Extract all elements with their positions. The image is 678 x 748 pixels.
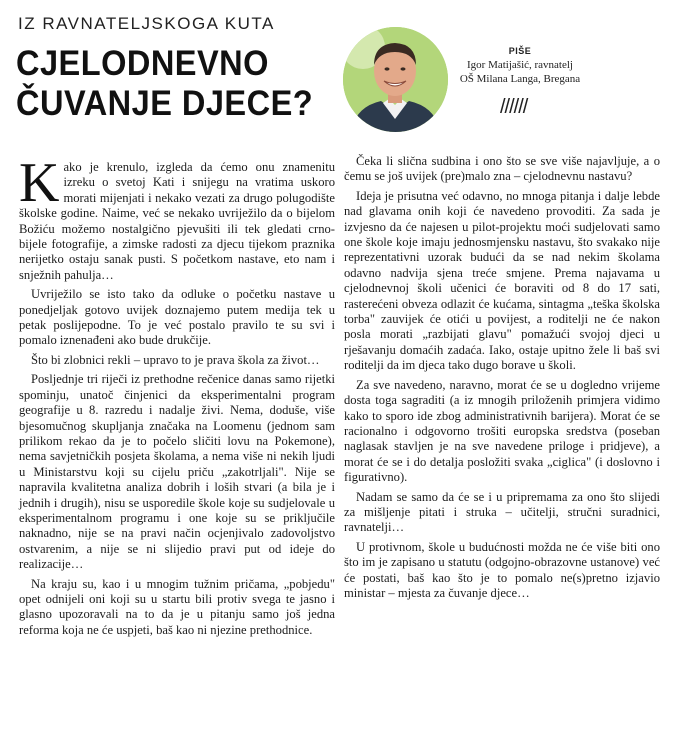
author-school: OŠ Milana Langa, Bregana — [459, 73, 581, 85]
title-line-2: ČUVANJE DJECE? — [16, 84, 314, 123]
paragraph: U protivnom, škole u budućnosti možda ne će više biti ono što im je zapisano u statutu (odgojno-obrazovne ustanove) već će postati, baš kao što je to pomalo ne(s)pretno izjavio ministar – mjesta za čuvanje djece… — [344, 539, 660, 600]
title-line-1: CJELODNEVNO — [16, 44, 269, 83]
author-label: PIŠE — [508, 46, 532, 56]
paragraph: Za sve navedeno, naravno, morat će se u dogledno vrijeme dosta toga sagraditi (a iz mnogih priloženih primjera vidimo kako to sporo ide zbog administrativnih barijera). Morat će se racionalno i odgovorno trošiti europska sredstva (poseban naglasak stavljen je na sve navedene priloge i pridjeve), a morat će se i do detalja posložiti svaka „ciglica" (i doslovno i figurativno). — [344, 377, 660, 485]
paragraph: Nadam se samo da će se i u pripremama za ono što slijedi za mišljenje pitati i struka – učitelji, stručni suradnici, ravnatelji… — [344, 489, 660, 535]
author-name: Igor Matijašić, ravnatelj — [467, 59, 573, 71]
paragraph — [19, 152, 335, 283]
paragraph: Što bi zlobnici rekli – upravo to je prava škola za život… — [31, 352, 320, 367]
article-column-left — [19, 152, 335, 642]
paragraph: Uvriježilo se isto tako da odluke o početku nastave u ponedjeljak gotovo uvijek doznajemo putem medija tek u petak poslijepodne. To je već postalo pravilo te su svi i pomalo iznenađeni ako bude drukčije. — [19, 287, 335, 348]
decorative-slashes: ////// — [500, 96, 528, 118]
article-column-right — [344, 154, 660, 605]
paragraph: Posljednje tri riječi iz prethodne rečenice danas samo rijetki spominju, unatoč činjenici da eksperimentalni program geografije u 8. razredu i nadalje živi. Nema, doduše, više bjesomučnog skupljanja značaka na Loomenu (jednom sam prilikom rekao da je to počelo sličiti lovu na Pokemone), nema savjetničkih posjeta školama, a nema više ni nekih ljudi u Ministarstvu koji su cijelu priču „zakotrljali". Nije se napravila kvalitetna analiza dobrih i loših stvari (a bila je i jednih i drugih), nisu se usporedile škole koje su sudjelovale u eksperimentalnom programu i one koje su se priključile naknadno, nije se na pravi način ocjenjivalo zadovoljstvo ostvarenim, a nije se ni slijedio pravi put od ideje do realizacije… — [19, 372, 335, 572]
article-title — [16, 44, 313, 124]
section-kicker: IZ RAVNATELJSKOGA KUTA — [18, 14, 275, 33]
paragraph-text: ako je krenulo, izgleda da ćemo onu znamenitu izreku o svetoj Kati i snijegu na vratima uskoro morati mijenjati i nekako vezati za drugo polugodište školske godine. Naime, već se nekako uvriježilo da o bijelom Božiću možemo nostalgično pjevušiti ili tek gledati crno-bijele fotografije, a zimske radosti za djecu tijekom praznika nerijetko ostaju sanak pusti. S početkom nastave, eto nam i snježnih pahulja… — [19, 160, 335, 282]
paragraph: Ideja je prisutna već odavno, no mnoga pitanja i dalje lebde nad glavama onih koji će navedeno provoditi. Za sada je izvjesno da će najesen u pilot-projektu moći sudjelovati samo one škole koje imaju jednosmjensku nastavu, što svakako nije reprezentativni uzorak budući da se nad nekim školama odavno nadvija sjena treće smjene. Prema najavama u cjelodnevnoj školi učenici će boraviti od 8 do 17 sati, rasterećeni obveza odlazit će kućama, sintagma „teška školska torba" zauvijek će otići u povijest, a roditelji ne će nakon posla morati „razbijati glavu" pomažući svojoj djeci u rješavanju domaćih zadaća. Iako, ostaje upitno žele li baš svi roditelji da im djeca tako dugo borave u školi. — [344, 188, 660, 373]
paragraph: Na kraju su, kao i u mnogim tužnim pričama, „pobjedu" opet odnijeli oni koji su u startu bili protiv svega te jasno i glasno upozoravali na to da je u pitanju samo još jedna reforma koja ne će uspjeti, baš kao ni njezine prethodnice. — [19, 576, 335, 637]
author-portrait — [343, 27, 448, 132]
paragraph: Čeka li slična sudbina i ono što se sve više najavljuje, a o čemu se još uvijek (pre)malo zna – cjelodnevnu nastavu? — [344, 154, 660, 184]
author-byline — [450, 44, 590, 86]
drop-cap: K — [19, 152, 60, 214]
